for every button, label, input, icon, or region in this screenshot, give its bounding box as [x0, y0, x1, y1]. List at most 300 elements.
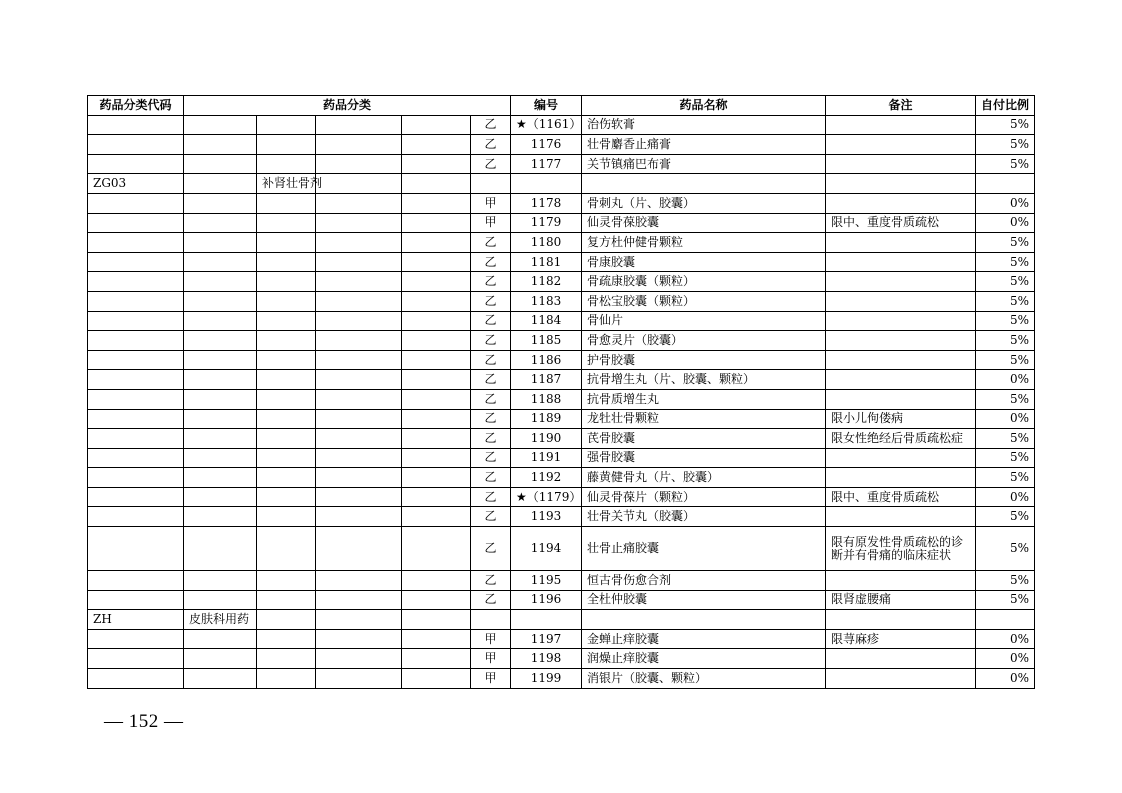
- drug-name: 骨仙片: [582, 311, 826, 331]
- drug-grade: 乙: [471, 409, 511, 429]
- empty-cell: [88, 291, 184, 311]
- drug-number: 1177: [511, 154, 582, 174]
- empty-cell: [402, 507, 471, 527]
- drug-ratio: 5%: [976, 590, 1035, 610]
- empty-cell: [257, 669, 316, 689]
- drug-name: 骨刺丸（片、胶囊）: [582, 193, 826, 213]
- empty-cell: [402, 649, 471, 669]
- empty-cell: [316, 154, 402, 174]
- drug-ratio: 5%: [976, 571, 1035, 591]
- drug-ratio: 5%: [976, 448, 1035, 468]
- drug-grade: 甲: [471, 193, 511, 213]
- category-label: 补肾壮骨剂: [257, 174, 316, 194]
- empty-cell: [316, 350, 402, 370]
- drug-name: 壮骨止痛胶囊: [582, 527, 826, 571]
- empty-cell: [257, 272, 316, 292]
- empty-cell: [402, 370, 471, 390]
- header-code: 药品分类代码: [88, 96, 184, 116]
- empty-cell: [402, 429, 471, 449]
- empty-cell: [257, 629, 316, 649]
- drug-grade: 乙: [471, 233, 511, 253]
- empty-cell: [511, 610, 582, 630]
- drug-number: 1184: [511, 311, 582, 331]
- empty-cell: [184, 487, 257, 507]
- empty-cell: [316, 590, 402, 610]
- category-row: [88, 174, 1035, 194]
- empty-cell: [88, 468, 184, 488]
- empty-cell: [88, 115, 184, 135]
- drug-name: 骨康胶囊: [582, 252, 826, 272]
- drug-list-table: [87, 95, 1035, 689]
- empty-cell: [257, 252, 316, 272]
- empty-cell: [88, 350, 184, 370]
- empty-cell: [257, 590, 316, 610]
- drug-name: 藤黄健骨丸（片、胶囊）: [582, 468, 826, 488]
- drug-note: [826, 331, 976, 351]
- drug-row: [88, 233, 1035, 253]
- empty-cell: [184, 154, 257, 174]
- drug-number: 1191: [511, 448, 582, 468]
- empty-cell: [88, 389, 184, 409]
- drug-row: [88, 389, 1035, 409]
- drug-note: 限肾虚腰痛: [826, 590, 976, 610]
- drug-name: 消银片（胶囊、颗粒）: [582, 669, 826, 689]
- empty-cell: [826, 174, 976, 194]
- empty-cell: [184, 252, 257, 272]
- drug-name: 关节镇痛巴布膏: [582, 154, 826, 174]
- drug-note: [826, 115, 976, 135]
- empty-cell: [402, 272, 471, 292]
- empty-cell: [402, 487, 471, 507]
- empty-cell: [402, 389, 471, 409]
- empty-cell: [88, 311, 184, 331]
- empty-cell: [88, 571, 184, 591]
- drug-ratio: 5%: [976, 233, 1035, 253]
- drug-note: [826, 135, 976, 155]
- empty-cell: [316, 213, 402, 233]
- empty-cell: [88, 429, 184, 449]
- empty-cell: [184, 135, 257, 155]
- drug-ratio: 5%: [976, 527, 1035, 571]
- drug-grade: 乙: [471, 507, 511, 527]
- empty-cell: [88, 135, 184, 155]
- empty-cell: [402, 468, 471, 488]
- empty-cell: [402, 610, 471, 630]
- drug-name: 恒古骨伤愈合剂: [582, 571, 826, 591]
- empty-cell: [257, 193, 316, 213]
- drug-ratio: 5%: [976, 507, 1035, 527]
- drug-row: [88, 507, 1035, 527]
- empty-cell: [184, 311, 257, 331]
- empty-cell: [402, 331, 471, 351]
- drug-note: [826, 311, 976, 331]
- drug-row: [88, 629, 1035, 649]
- header-ratio: 自付比例: [976, 96, 1035, 116]
- empty-cell: [184, 448, 257, 468]
- empty-cell: [316, 448, 402, 468]
- drug-ratio: 0%: [976, 649, 1035, 669]
- drug-note: [826, 448, 976, 468]
- empty-cell: [402, 154, 471, 174]
- drug-grade: 乙: [471, 590, 511, 610]
- empty-cell: [316, 610, 402, 630]
- drug-ratio: 0%: [976, 193, 1035, 213]
- drug-row: [88, 193, 1035, 213]
- drug-grade: 乙: [471, 571, 511, 591]
- drug-name: 骨松宝胶囊（颗粒）: [582, 291, 826, 311]
- empty-cell: [316, 507, 402, 527]
- drug-row: [88, 429, 1035, 449]
- empty-cell: [316, 233, 402, 253]
- empty-cell: [257, 409, 316, 429]
- empty-cell: [257, 527, 316, 571]
- category-code: ZH: [88, 610, 184, 630]
- drug-number: 1190: [511, 429, 582, 449]
- empty-cell: [184, 590, 257, 610]
- drug-number: 1194: [511, 527, 582, 571]
- drug-row: [88, 213, 1035, 233]
- drug-number: 1192: [511, 468, 582, 488]
- empty-cell: [257, 154, 316, 174]
- drug-grade: 乙: [471, 272, 511, 292]
- empty-cell: [88, 669, 184, 689]
- category-code: ZG03: [88, 174, 184, 194]
- drug-name: 仙灵骨葆片（颗粒）: [582, 487, 826, 507]
- drug-grade: 甲: [471, 669, 511, 689]
- drug-number: 1181: [511, 252, 582, 272]
- empty-cell: [184, 331, 257, 351]
- drug-name: 抗骨增生丸（片、胶囊、颗粒）: [582, 370, 826, 390]
- empty-cell: [402, 252, 471, 272]
- drug-ratio: 0%: [976, 409, 1035, 429]
- empty-cell: [316, 311, 402, 331]
- drug-note: [826, 350, 976, 370]
- empty-cell: [184, 409, 257, 429]
- drug-note: 限中、重度骨质疏松: [826, 487, 976, 507]
- drug-note: [826, 669, 976, 689]
- drug-row: [88, 409, 1035, 429]
- drug-grade: 甲: [471, 649, 511, 669]
- drug-grade: 乙: [471, 389, 511, 409]
- header-note: 备注: [826, 96, 976, 116]
- drug-grade: 乙: [471, 468, 511, 488]
- empty-cell: [88, 213, 184, 233]
- table-body: [88, 115, 1035, 688]
- drug-note: [826, 507, 976, 527]
- drug-name: 全杜仲胶囊: [582, 590, 826, 610]
- empty-cell: [257, 291, 316, 311]
- empty-cell: [402, 213, 471, 233]
- empty-cell: [316, 649, 402, 669]
- drug-grade: 甲: [471, 629, 511, 649]
- drug-number: 1186: [511, 350, 582, 370]
- empty-cell: [402, 527, 471, 571]
- drug-ratio: 0%: [976, 669, 1035, 689]
- drug-grade: 乙: [471, 527, 511, 571]
- drug-grade: 乙: [471, 311, 511, 331]
- empty-cell: [184, 350, 257, 370]
- empty-cell: [402, 115, 471, 135]
- drug-number: 1189: [511, 409, 582, 429]
- drug-number: 1183: [511, 291, 582, 311]
- empty-cell: [316, 527, 402, 571]
- empty-cell: [402, 448, 471, 468]
- drug-row: [88, 115, 1035, 135]
- drug-note: 限有原发性骨质疏松的诊断并有骨痛的临床症状: [826, 527, 976, 571]
- empty-cell: [582, 610, 826, 630]
- drug-row: [88, 448, 1035, 468]
- empty-cell: [184, 507, 257, 527]
- drug-row: [88, 590, 1035, 610]
- drug-row: [88, 669, 1035, 689]
- empty-cell: [316, 669, 402, 689]
- drug-note: 限中、重度骨质疏松: [826, 213, 976, 233]
- drug-grade: 甲: [471, 213, 511, 233]
- empty-cell: [316, 174, 402, 194]
- drug-number: 1182: [511, 272, 582, 292]
- drug-ratio: 5%: [976, 115, 1035, 135]
- drug-name: 龙牡壮骨颗粒: [582, 409, 826, 429]
- drug-grade: 乙: [471, 487, 511, 507]
- drug-note: [826, 649, 976, 669]
- drug-row: [88, 649, 1035, 669]
- empty-cell: [257, 487, 316, 507]
- empty-cell: [316, 370, 402, 390]
- empty-cell: [402, 193, 471, 213]
- empty-cell: [316, 272, 402, 292]
- drug-name: 骨愈灵片（胶囊）: [582, 331, 826, 351]
- drug-row: [88, 527, 1035, 571]
- drug-grade: 乙: [471, 429, 511, 449]
- empty-cell: [184, 468, 257, 488]
- empty-cell: [471, 610, 511, 630]
- drug-number: 1178: [511, 193, 582, 213]
- empty-cell: [316, 409, 402, 429]
- empty-cell: [184, 193, 257, 213]
- drug-grade: 乙: [471, 115, 511, 135]
- drug-row: [88, 311, 1035, 331]
- drug-note: [826, 571, 976, 591]
- drug-note: 限小儿佝偻病: [826, 409, 976, 429]
- drug-number: 1188: [511, 389, 582, 409]
- header-name: 药品名称: [582, 96, 826, 116]
- empty-cell: [257, 311, 316, 331]
- empty-cell: [184, 370, 257, 390]
- drug-number: 1180: [511, 233, 582, 253]
- drug-ratio: 0%: [976, 213, 1035, 233]
- drug-ratio: 5%: [976, 429, 1035, 449]
- drug-note: [826, 389, 976, 409]
- empty-cell: [184, 629, 257, 649]
- empty-cell: [257, 389, 316, 409]
- empty-cell: [88, 331, 184, 351]
- empty-cell: [257, 429, 316, 449]
- empty-cell: [257, 350, 316, 370]
- drug-number: 1199: [511, 669, 582, 689]
- empty-cell: [184, 669, 257, 689]
- empty-cell: [316, 487, 402, 507]
- drug-number: 1196: [511, 590, 582, 610]
- empty-cell: [402, 350, 471, 370]
- empty-cell: [88, 370, 184, 390]
- empty-cell: [88, 409, 184, 429]
- drug-name: 润燥止痒胶囊: [582, 649, 826, 669]
- drug-row: [88, 291, 1035, 311]
- drug-name: 复方杜仲健骨颗粒: [582, 233, 826, 253]
- empty-cell: [257, 370, 316, 390]
- empty-cell: [826, 610, 976, 630]
- empty-cell: [316, 135, 402, 155]
- empty-cell: [184, 272, 257, 292]
- empty-cell: [184, 213, 257, 233]
- drug-name: 壮骨麝香止痛膏: [582, 135, 826, 155]
- drug-name: 金蝉止痒胶囊: [582, 629, 826, 649]
- drug-note: [826, 370, 976, 390]
- drug-grade: 乙: [471, 135, 511, 155]
- drug-grade: 乙: [471, 331, 511, 351]
- drug-name: 仙灵骨葆胶囊: [582, 213, 826, 233]
- drug-number: 1179: [511, 213, 582, 233]
- drug-row: [88, 135, 1035, 155]
- empty-cell: [184, 115, 257, 135]
- drug-ratio: 5%: [976, 252, 1035, 272]
- empty-cell: [184, 291, 257, 311]
- empty-cell: [402, 174, 471, 194]
- drug-name: 强骨胶囊: [582, 448, 826, 468]
- drug-ratio: 5%: [976, 389, 1035, 409]
- empty-cell: [402, 590, 471, 610]
- empty-cell: [88, 629, 184, 649]
- empty-cell: [316, 115, 402, 135]
- empty-cell: [184, 429, 257, 449]
- drug-number: 1193: [511, 507, 582, 527]
- empty-cell: [257, 213, 316, 233]
- empty-cell: [976, 610, 1035, 630]
- empty-cell: [402, 629, 471, 649]
- drug-ratio: 5%: [976, 272, 1035, 292]
- drug-name: 壮骨关节丸（胶囊）: [582, 507, 826, 527]
- empty-cell: [184, 389, 257, 409]
- drug-name: 护骨胶囊: [582, 350, 826, 370]
- empty-cell: [88, 233, 184, 253]
- drug-note: 限女性绝经后骨质疏松症: [826, 429, 976, 449]
- empty-cell: [184, 527, 257, 571]
- empty-cell: [976, 174, 1035, 194]
- drug-number: 1187: [511, 370, 582, 390]
- empty-cell: [402, 135, 471, 155]
- drug-ratio: 0%: [976, 487, 1035, 507]
- empty-cell: [402, 233, 471, 253]
- empty-cell: [88, 272, 184, 292]
- drug-row: [88, 571, 1035, 591]
- drug-note: [826, 468, 976, 488]
- drug-row: [88, 154, 1035, 174]
- drug-grade: 乙: [471, 291, 511, 311]
- empty-cell: [316, 331, 402, 351]
- drug-row: [88, 272, 1035, 292]
- empty-cell: [184, 233, 257, 253]
- drug-grade: 乙: [471, 252, 511, 272]
- page-number: — 152 —: [104, 711, 184, 732]
- drug-grade: 乙: [471, 350, 511, 370]
- empty-cell: [257, 233, 316, 253]
- table-header-row: [88, 96, 1035, 116]
- empty-cell: [257, 507, 316, 527]
- drug-ratio: 5%: [976, 468, 1035, 488]
- drug-grade: 乙: [471, 154, 511, 174]
- drug-name: 抗骨质增生丸: [582, 389, 826, 409]
- empty-cell: [88, 507, 184, 527]
- empty-cell: [316, 252, 402, 272]
- category-label: 皮肤科用药: [184, 610, 257, 630]
- drug-ratio: 5%: [976, 154, 1035, 174]
- empty-cell: [184, 174, 257, 194]
- drug-ratio: 0%: [976, 629, 1035, 649]
- empty-cell: [257, 610, 316, 630]
- drug-row: [88, 487, 1035, 507]
- empty-cell: [316, 193, 402, 213]
- empty-cell: [402, 669, 471, 689]
- drug-note: [826, 154, 976, 174]
- drug-note: 限荨麻疹: [826, 629, 976, 649]
- category-row: [88, 610, 1035, 630]
- empty-cell: [316, 429, 402, 449]
- drug-ratio: 5%: [976, 311, 1035, 331]
- empty-cell: [88, 154, 184, 174]
- drug-row: [88, 252, 1035, 272]
- drug-row: [88, 331, 1035, 351]
- empty-cell: [88, 487, 184, 507]
- empty-cell: [257, 135, 316, 155]
- header-number: 编号: [511, 96, 582, 116]
- drug-ratio: 5%: [976, 291, 1035, 311]
- drug-grade: 乙: [471, 370, 511, 390]
- empty-cell: [88, 649, 184, 669]
- drug-row: [88, 350, 1035, 370]
- drug-ratio: 0%: [976, 370, 1035, 390]
- header-category: 药品分类: [184, 96, 511, 116]
- empty-cell: [316, 571, 402, 591]
- drug-note: [826, 252, 976, 272]
- empty-cell: [511, 174, 582, 194]
- drug-number: 1195: [511, 571, 582, 591]
- drug-ratio: 5%: [976, 135, 1035, 155]
- empty-cell: [582, 174, 826, 194]
- empty-cell: [257, 571, 316, 591]
- empty-cell: [402, 311, 471, 331]
- drug-ratio: 5%: [976, 350, 1035, 370]
- drug-name: 骨疏康胶囊（颗粒）: [582, 272, 826, 292]
- empty-cell: [184, 571, 257, 591]
- empty-cell: [316, 629, 402, 649]
- empty-cell: [88, 252, 184, 272]
- drug-name: 治伤软膏: [582, 115, 826, 135]
- empty-cell: [88, 193, 184, 213]
- empty-cell: [402, 291, 471, 311]
- drug-note: [826, 272, 976, 292]
- drug-name: 芪骨胶囊: [582, 429, 826, 449]
- empty-cell: [316, 468, 402, 488]
- drug-note: [826, 233, 976, 253]
- empty-cell: [257, 331, 316, 351]
- drug-row: [88, 468, 1035, 488]
- empty-cell: [402, 409, 471, 429]
- empty-cell: [402, 571, 471, 591]
- drug-grade: 乙: [471, 448, 511, 468]
- drug-number: ★（1179）: [511, 487, 582, 507]
- drug-ratio: 5%: [976, 331, 1035, 351]
- drug-number: 1197: [511, 629, 582, 649]
